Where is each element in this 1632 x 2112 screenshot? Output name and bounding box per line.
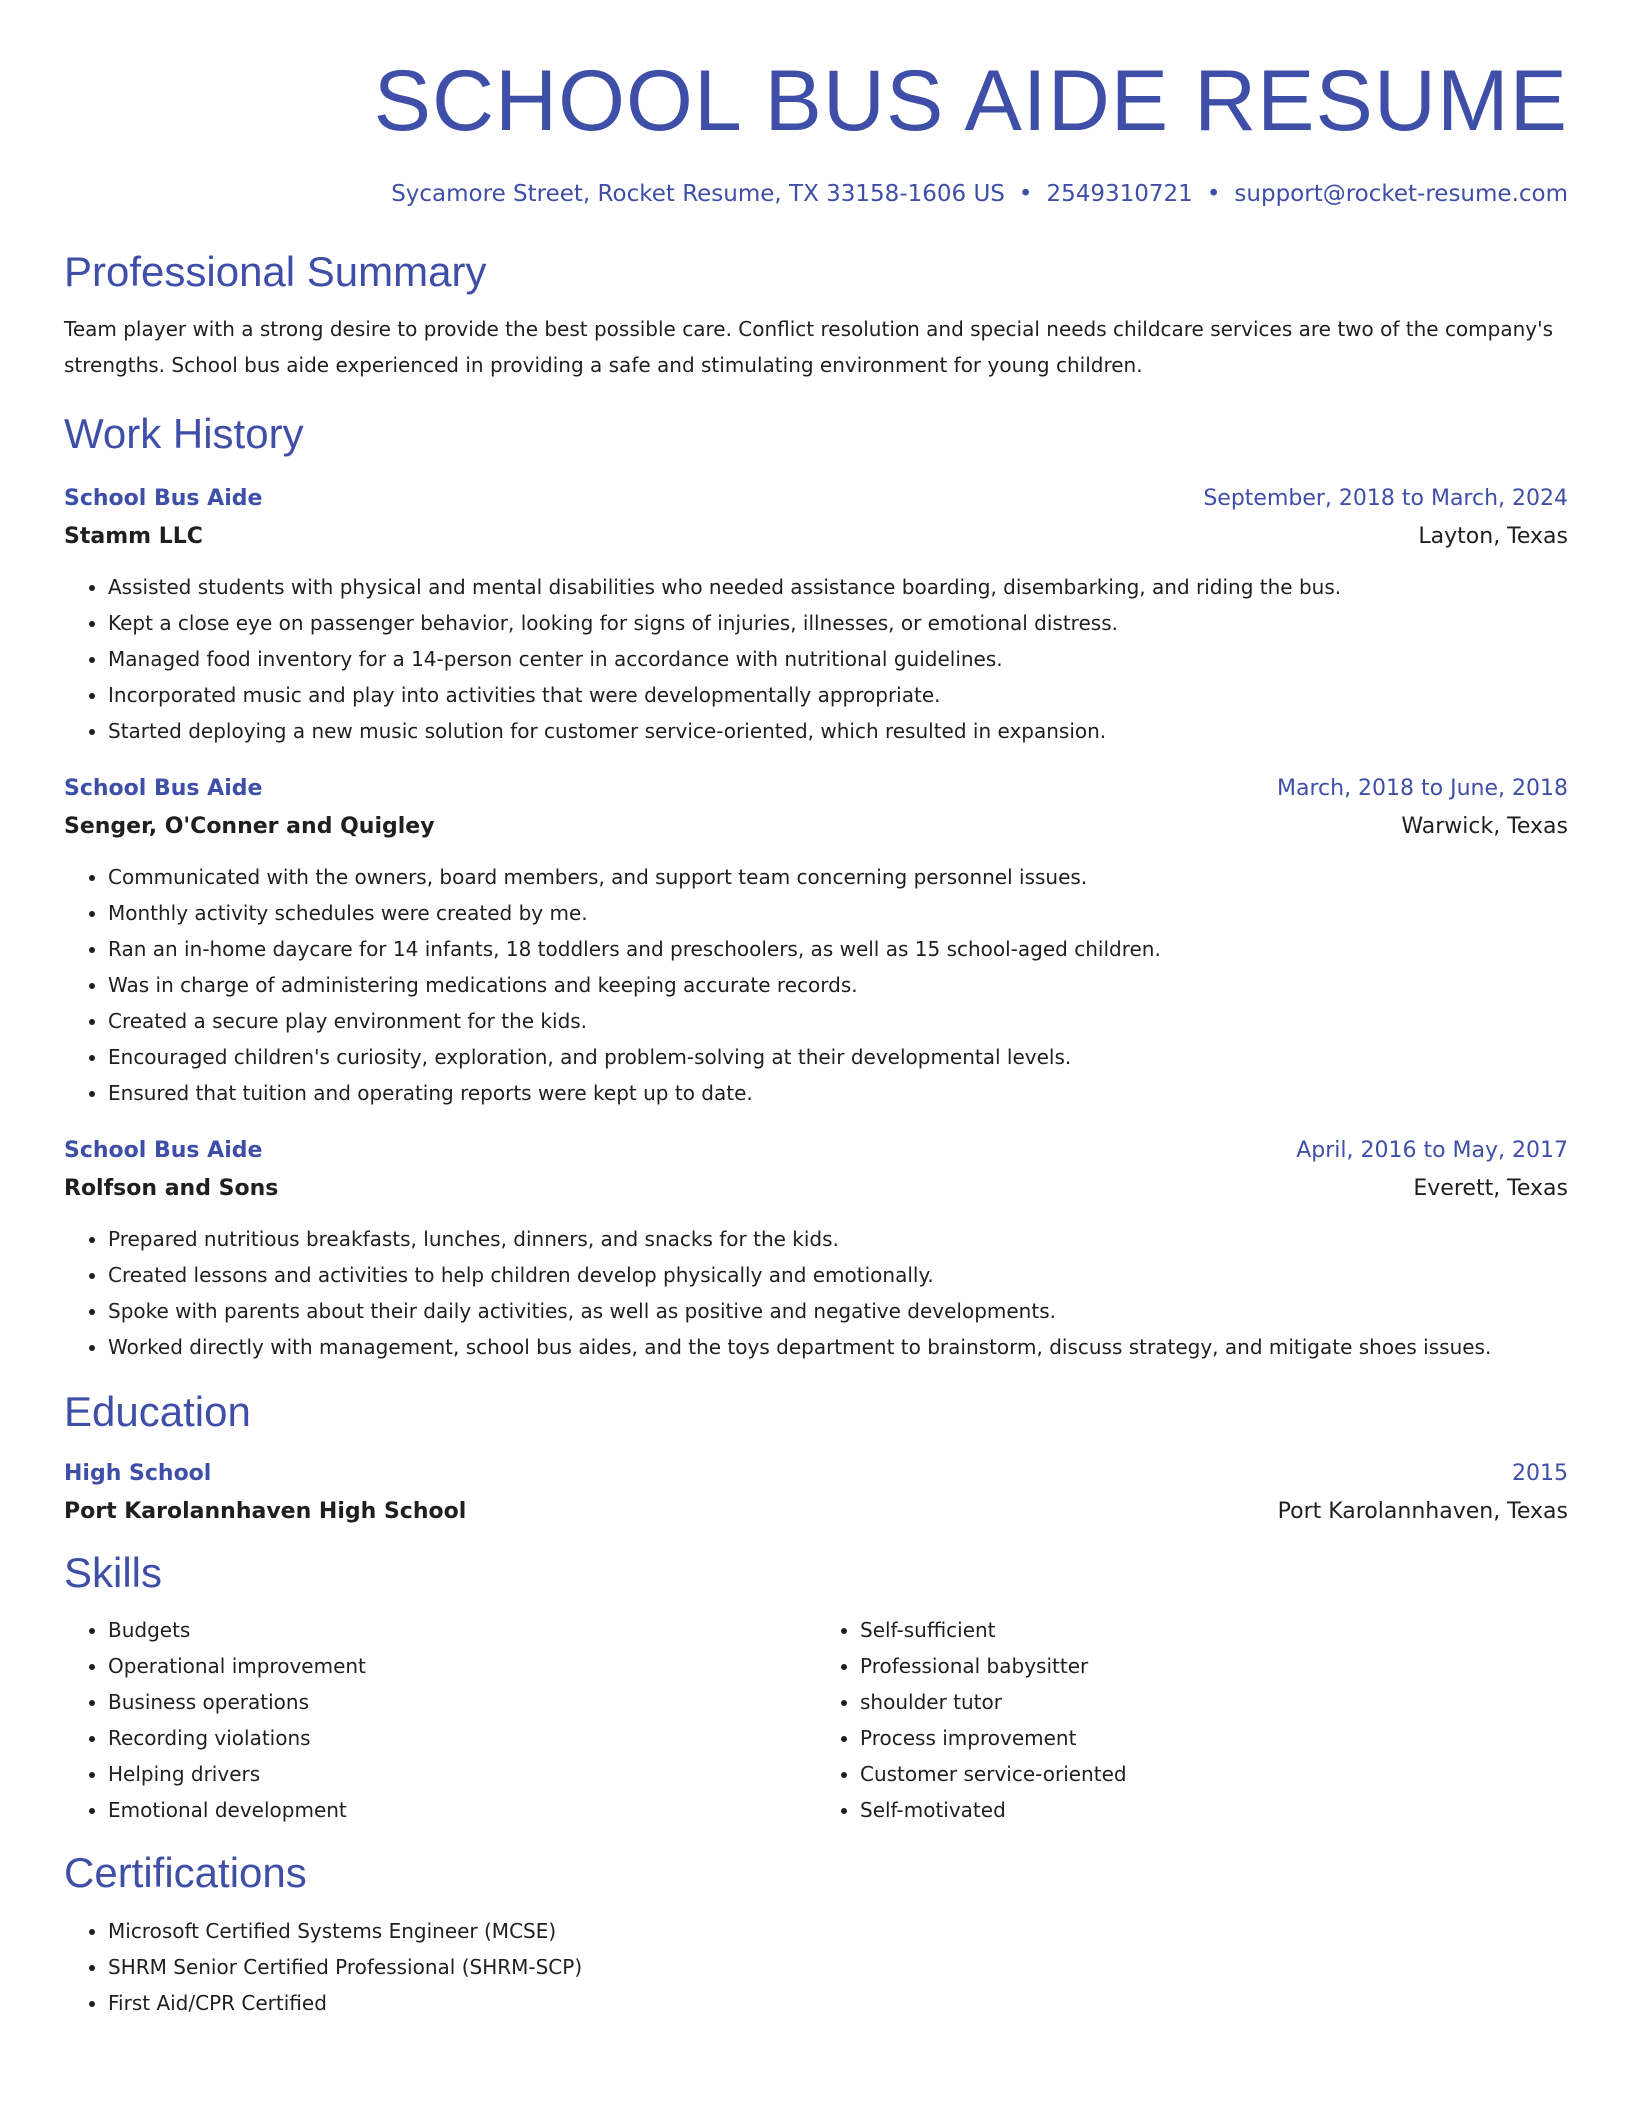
contact-address: Sycamore Street, Rocket Resume, TX 33158-1606 US — [391, 181, 1005, 207]
job-subheader — [64, 807, 1568, 847]
skills-list-right — [816, 1612, 1568, 1828]
job-bullets — [64, 859, 1568, 1111]
skill-item: • Helping drivers — [108, 1756, 816, 1792]
work-section — [64, 409, 1568, 1365]
job-bullets — [64, 1221, 1568, 1365]
section-heading-summary: Professional Summary — [64, 247, 487, 295]
section-heading-education: Education — [64, 1388, 251, 1436]
job-company: Senger, O'Conner and Quigley — [64, 814, 435, 840]
education-location: Port Karolannhaven, Texas — [1277, 1498, 1568, 1524]
section-heading-work: Work History — [64, 409, 304, 457]
list-item: • Spoke with parents about their daily activities, as well as positive and negative developments. — [108, 1293, 1568, 1329]
list-item: • Managed food inventory for a 14-person center in accordance with nutritional guidelines. — [108, 641, 1568, 677]
job-company: Rolfson and Sons — [64, 1176, 279, 1202]
skill-item: • Self-sufficient — [860, 1612, 1568, 1648]
skill-item: • Self-motivated — [860, 1792, 1568, 1828]
skill-item: • Professional babysitter — [860, 1648, 1568, 1684]
summary-text: Team player with a strong desire to provide the best possible care. Conflict resolution and special needs childcare services are two of the company's strengths. School bus aide experienced in providing a safe and stimulating environment for young children. — [64, 316, 1554, 377]
job-location: Everett, Texas — [1413, 1176, 1568, 1202]
job-entry — [64, 481, 1568, 749]
job-dates: March, 2018 to June, 2018 — [1277, 776, 1568, 802]
section-heading-certifications: Certifications — [64, 1849, 307, 1897]
list-item: • Kept a close eye on passenger behavior, looking for signs of injuries, illnesses, or emotional distress. — [108, 605, 1568, 641]
job-header — [64, 481, 1568, 517]
job-company: Stamm LLC — [64, 524, 203, 550]
separator-dot: • — [1206, 181, 1221, 207]
job-header — [64, 771, 1568, 807]
certifications-section — [64, 1848, 1568, 2020]
list-item: • Ran an in-home daycare for 14 infants, 18 toddlers and preschoolers, as well as 15 school-aged children. — [108, 931, 1568, 967]
skills-columns — [64, 1612, 1568, 1828]
education-section — [64, 1387, 1568, 1531]
job-bullets — [64, 569, 1568, 749]
skill-item: • Emotional development — [108, 1792, 816, 1828]
list-item: • Prepared nutritious breakfasts, lunches, dinners, and snacks for the kids. — [108, 1221, 1568, 1257]
list-item: • Created lessons and activities to help children develop physically and emotionally. — [108, 1257, 1568, 1293]
list-item: • Communicated with the owners, board members, and support team concerning personnel issues. — [108, 859, 1568, 895]
list-item: • Worked directly with management, school bus aides, and the toys department to brainstorm, discuss strategy, and mitigate shoes issues. — [108, 1329, 1568, 1365]
separator-dot: • — [1018, 181, 1033, 207]
job-dates: September, 2018 to March, 2024 — [1203, 486, 1568, 512]
skill-item: • Budgets — [108, 1612, 816, 1648]
job-header — [64, 1133, 1568, 1169]
education-year: 2015 — [1512, 1460, 1568, 1486]
job-title: School Bus Aide — [64, 486, 263, 512]
list-item: • Incorporated music and play into activities that were developmentally appropriate. — [108, 677, 1568, 713]
list-item: • Ensured that tuition and operating reports were kept up to date. — [108, 1075, 1568, 1111]
resume-title: SCHOOL BUS AIDE RESUME — [373, 53, 1568, 149]
certifications-list — [64, 1913, 1568, 2021]
section-heading-skills: Skills — [64, 1548, 163, 1596]
summary-section — [64, 247, 1568, 383]
skills-section — [64, 1548, 1568, 1828]
certification-item: • Microsoft Certified Systems Engineer (MCSE) — [108, 1913, 1568, 1949]
job-subheader — [64, 517, 1568, 557]
skill-item: • Business operations — [108, 1684, 816, 1720]
list-item: • Monthly activity schedules were created by me. — [108, 895, 1568, 931]
skill-item: • Operational improvement — [108, 1648, 816, 1684]
job-entry — [64, 771, 1568, 1111]
education-header — [64, 1456, 1568, 1492]
contact-phone: 2549310721 — [1046, 181, 1193, 207]
list-item: • Created a secure play environment for the kids. — [108, 1003, 1568, 1039]
resume-page — [64, 0, 1568, 2021]
contact-email: support@rocket-resume.com — [1234, 181, 1568, 207]
certification-item: • First Aid/CPR Certified — [108, 1985, 1568, 2021]
skill-item: • Process improvement — [860, 1720, 1568, 1756]
education-degree: High School — [64, 1460, 212, 1486]
list-item: • Encouraged children's curiosity, exploration, and problem-solving at their developmental levels. — [108, 1039, 1568, 1075]
list-item: • Assisted students with physical and mental disabilities who needed assistance boarding, disembarking, and riding the bus. — [108, 569, 1568, 605]
job-entry — [64, 1133, 1568, 1365]
job-dates: April, 2016 to May, 2017 — [1296, 1138, 1568, 1164]
skills-list-left — [64, 1612, 816, 1828]
skill-item: • shoulder tutor — [860, 1684, 1568, 1720]
job-subheader — [64, 1169, 1568, 1209]
education-subheader — [64, 1492, 1568, 1532]
job-title: School Bus Aide — [64, 776, 263, 802]
job-location: Layton, Texas — [1418, 524, 1568, 550]
education-school: Port Karolannhaven High School — [64, 1498, 467, 1524]
contact-line — [64, 181, 1568, 209]
job-location: Warwick, Texas — [1401, 814, 1568, 840]
job-title: School Bus Aide — [64, 1138, 263, 1164]
skill-item: • Customer service-oriented — [860, 1756, 1568, 1792]
certification-item: • SHRM Senior Certified Professional (SHRM-SCP) — [108, 1949, 1568, 1985]
skill-item: • Recording violations — [108, 1720, 816, 1756]
list-item: • Was in charge of administering medications and keeping accurate records. — [108, 967, 1568, 1003]
list-item: • Started deploying a new music solution for customer service-oriented, which resulted in expansion. — [108, 713, 1568, 749]
